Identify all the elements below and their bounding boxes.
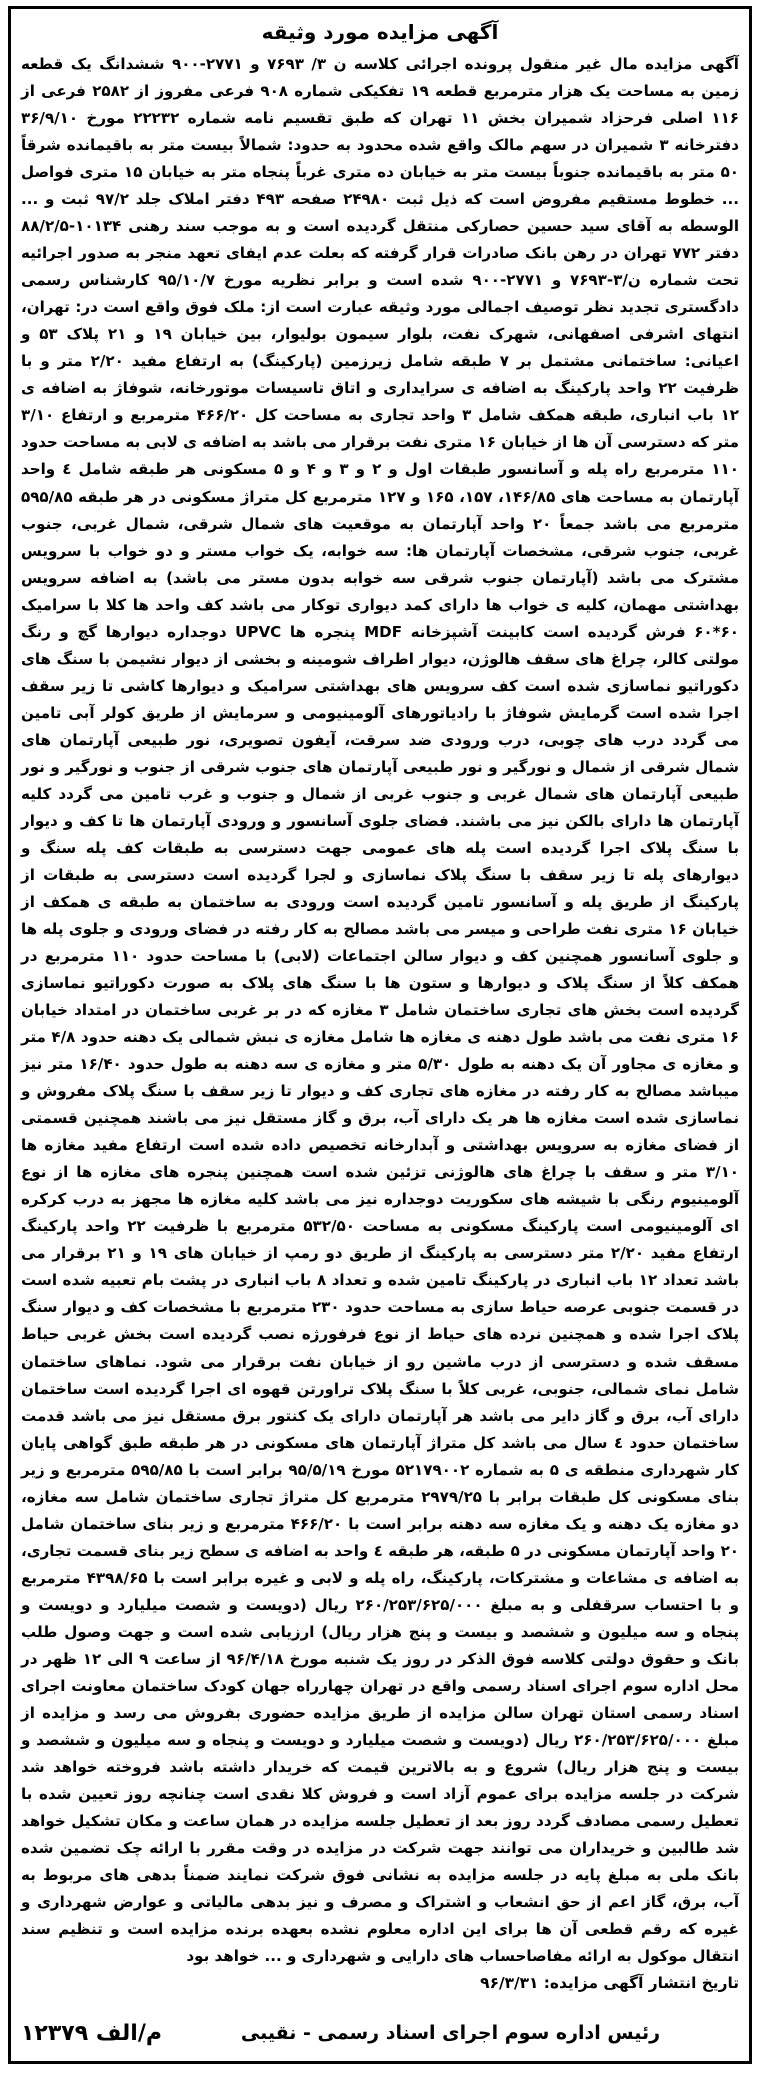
publication-date-value: ۹۶/۳/۳۱ [480,1974,539,1993]
publication-date-label: تاریخ انتشار آگهی مزایده: [543,1974,739,1993]
notice-title: آگهی مزایده مورد وثیقه [261,20,499,44]
notice-body: آگهی مزایده مال غیر منقول پرونده اجرائی کلاسه ن ۳/ ۷۶۹۳ و ۲۷۷۱-۹۰۰ ششدانگ یک قطعه زمین به مساحت یک هزار مترمربع قطعه ۱۹ تفکیکی شماره ۹۰۸ فرعی مفروز از ۲۵۸۲ فرعی از ۱۱۶ اصلی فرحزاد شمیران بخش ۱۱ تهران که طبق تقسیم نامه شماره ۲۲۲۳۲ مورخ ۳۶/۹/۱۰ دفترخانه ۳ شمیران در سهم مالک واقع شده محدود به حدود: شمالاً بیست متر به باقیمانده شرقاً ۵۰ متر به باقیمانده جنوباً بیست متر به خیابان ده متری غرباً پنجاه متر به خیابان ۱۵ متری فواصل ... خطوط مستقیم مفروض است که ذیل ثبت ۲۴۹۸۰ صفحه ۴۹۳ دفتر املاک جلد ۹۷/۲ ثبت و ... الوسطه به آقای سید حسین حصارکی منتقل گردیده است و به موجب سند رهنی ۱۰۱۳۴-۸۸/۲/۵ دفتر ۷۷۲ تهران در رهن بانک صادرات قرار گرفته که بعلت عدم ایفای تعهد منجر به صدور اجرائیه تحت شماره ن/۳-۷۶۹۳ و ۲۷۷۱-۹۰۰ شده است و برابر نظریه مورخ ۹۵/۱۰/۷ کارشناس رسمی دادگستری تجدید نظر توصیف اجمالی مورد وثیقه عبارت است از: ملک فوق واقع است در: تهران، انتهای اشرفی اصفهانی، شهرک نفت، بلوار سیمون بولیوار، بین خیابان ۱۹ و ۲۱ پلاک ۵۳ و اعیانی: ساختمانی مشتمل بر ۷ طبقه شامل زیرزمین (پارکینگ) به ارتفاع مفید ۲/۲۰ متر و با ظرفیت ۲۲ واحد پارکینگ به اضافه ی سرایداری و اتاق تاسیسات موتورخانه، شوفاژ به اضافه ی ۱۲ باب انباری، طبقه همکف شامل ۳ واحد تجاری به مساحت کل ۴۶۶/۲۰ مترمربع و ارتفاع ۳/۱۰ متر که دسترسی آن ها از خیابان ۱۶ متری نفت برقرار می باشد به اضافه ی لابی به مساحت حدود ۱۱۰ مترمربع راه پله و آسانسور طبقات اول و ۲ و ۳ و ۴ و ۵ مسکونی هر طبقه شامل ٤ واحد آپارتمان به مساحت های ۱۴۶/۸۵، ۱۵۷، ۱۶۵ و ۱۲۷ مترمربع کل متراژ مسکونی در هر طبقه ۵۹۵/۸۵ مترمربع می باشد جمعاً ۲۰ واحد آپارتمان به موقعیت های شمال شرقی، شمال غربی، جنوب غربی، جنوب شرقی، مشخصات آپارتمان ها: سه خوابه، یک خواب مستر و دو خواب با سرویس مشترک می باشد (آپارتمان جنوب شرقی سه خوابه بدون مستر می باشد) به اضافه سرویس بهداشتی مهمان، کلیه ی خواب ها دارای کمد دیواری توکار می باشد کف واحد ها کلا با سرامیک ۶۰*۶۰ فرش گردیده است کابینت آشپزخانه MDF پنجره ها UPVC دوجداره دیوارها گچ و رنگ مولتی کالر، چراغ های سقف هالوژن، دیوار اطراف شومینه و بخشی از دیوار نشیمن با سنگ های دکوراتیو نماسازی شده است کف سرویس های بهداشتی سرامیک و دیوارها کاشی تا زیر سقف اجرا شده است گرمایش شوفاژ با رادیاتورهای آلومینیومی و سرمایش از طریق کولر آبی تامین می گردد درب های چوبی، درب ورودی ضد سرقت، آیفون تصویری، نور طبیعی آپارتمان های شمال شرقی از شمال و نورگیر و نور طبیعی آپارتمان های جنوب شرقی از جنوب و نورگیر و نور طبیعی آپارتمان های شمال غربی و جنوب غربی از شمال و جنوب و غرب تامین می گردد کلیه آپارتمان ها دارای بالکن نیز می باشند. فضای جلوی آسانسور و ورودی آپارتمان ها تا کف و دیوار با سنگ پلاک اجرا گردیده است پله های عمومی جهت دسترسی به طبقات کف پله سنگ و دیوارهای پله تا زیر سقف با سنگ پلاک نماسازی و لجرا گردیده است دسترسی به طبقات از پارکینگ از طریق پله و آسانسور تامین گردیده است ورودی به ساختمان به طبقه ی همکف از خیابان ۱۶ متری نفت طراحی و میسر می باشد مصالح به کار رفته در فضای ورودی و جلوی پله ها و جلوی آسانسور همچنین کف و دیوار سالن اجتماعات (لابی) با مساحت حدود ۱۱۰ مترمربع در همکف کلاً از سنگ پلاک و دیوارها و ستون ها با سنگ های پلاک به صورت دکوراتیو نماسازی گردیده است بخش های تجاری ساختمان شامل ۳ مغازه که در بر غربی ساختمان در امتداد خیابان ۱۶ متری نفت می باشد طول دهنه ی مغازه ها شامل مغازه ی نبش شمالی یک دهنه حدود ۴/۸ متر و مغازه ی مجاور آن یک دهنه به طول ۵/۳۰ متر و مغازه ی سه دهنه به طول حدود ۱۶/۴۰ متر نیز میباشد مصالح به کار رفته در مغازه های تجاری کف و دیوار تا زیر سقف با سنگ پلاک مفروش و نماسازی شده است مغازه ها هر یک دارای آب، برق و گاز مستقل نیز می باشند همچنین قسمتی از فضای مغازه به سرویس بهداشتی و آبدارخانه تخصیص داده شده است ارتفاع مفید مغازه ها ۳/۱۰ متر و سقف با چراغ های هالوژنی تزئین شده است همچنین پنجره های مغازه ها از نوع آلومینیوم رنگی با شیشه های سکوریت دوجداره نیز می باشد کلیه مغازه ها مجهز به درب کرکره ای آلومینیومی است پارکینگ مسکونی به مساحت ۵۳۲/۵۰ مترمربع با ظرفیت ۲۲ واحد پارکینگ ارتفاع مفید ۲/۲۰ متر دسترسی به پارکینگ از طریق دو رمپ از خیابان های ۱۹ و ۲۱ برقرار می باشد تعداد ۱۲ باب انباری در پارکینگ تامین شده و تعداد ۸ باب انباری در پشت بام تعبیه شده است در قسمت جنوبی عرصه حیاط سازی به مساحت حدود ۲۳۰ مترمربع با مشخصات کف و دیوار سنگ پلاک اجرا شده و همچنین نرده های حیاط از نوع فرفورژه نصب گردیده است بخش غربی حیاط مسقف شده و دسترسی از درب ماشین رو از خیابان نفت برقرار می شود. نماهای ساختمان شامل نمای شمالی، جنوبی، غربی کلاً با سنگ پلاک تراورتن قهوه ای اجرا گردیده است ساختمان دارای آب، برق و گاز دایر می باشد هر آپارتمان دارای یک کنتور برق مستقل نیز می باشد قدمت ساختمان حدود ٤ سال می باشد کل متراژ آپارتمان های مسکونی در هر طبقه طبق گواهی پایان کار شهرداری منطقه ی ۵ به شماره ۵۲۱۷۹۰۰۲ مورخ ۹۵/۵/۱۹ برابر است با ۵۹۵/۸۵ مترمربع و زیر بنای مسکونی کل طبقات برابر با ۲۹۷۹/۲۵ مترمربع کل متراژ تجاری ساختمان شامل سه مغازه، دو مغازه یک دهنه و یک مغازه سه دهنه برابر است با ۴۶۶/۲۰ مترمربع و زیر بنای ساختمان شامل ۲۰ واحد آپارتمان مسکونی در ۵ طبقه، هر طبقه ٤ واحد به اضافه ی سطح زیر بنای قسمت تجاری، به اضافه ی مشاعات و مشترکات، پارکینگ، راه پله و لابی و غیره برابر است با ۴۳۹۸/۶۵ مترمربع و با احتساب سرقفلی و به مبلغ ۲۶۰/۲۵۳/۶۲۵/۰۰۰ ریال (دویست و شصت میلیارد و دویست و پنجاه و سه میلیون و ششصد و بیست و پنج هزار ریال) ارزیابی شده است و جهت وصول طلب بانک و حقوق دولتی کلاسه فوق الذکر در روز یک شنبه مورخ ۹۶/۴/۱۸ از ساعت ۹ الی ۱۲ ظهر در محل اداره سوم اجرای اسناد رسمی واقع در تهران چهارراه جهان کودک ساختمان معاونت اجرای اسناد رسمی استان تهران سالن مزایده از طریق مزایده حضوری بفروش می رسد و مزایده از مبلغ ۲۶۰/۲۵۳/۶۲۵/۰۰۰ ریال (دویست و شصت میلیارد و دویست و پنجاه و سه میلیون و ششصد و بیست و پنج هزار ریال) شروع و به بالاترین قیمت که خریدار داشته باشد فروخته خواهد شد شرکت در جلسه مزایده برای عموم آزاد است و فروش کلا نقدی است چنانچه روز تعیین شده با تعطیل رسمی مصادف گردد روز بعد از تعطیل جلسه مزایده در همان ساعت و مکان تشکیل خواهد شد طالبین و خریداران می توانند جهت شرکت در مزایده در وقت مقرر با ارائه چک تضمین شده بانک ملی به مبلغ پایه در جلسه مزایده به نشانی فوق شرکت نمایند ضمناً بدهی های مربوط به آب، برق، گاز اعم از حق انشعاب و اشتراک و مصرف و نیز بدهی مالیاتی و عوارض شهرداری و غیره که رقم قطعی آن ها برای این اداره معلوم نشده بعهده برنده مزایده است و تنظیم سند انتقال موکول به ارائه مفاصاحساب های دارایی و شهرداری و ... خواهد بود [21,55,740,1966]
publication-date-line [21,1970,739,1996]
reference-code: ۱۲۳۷۹ م/الف [21,2020,162,2046]
auction-notice [8,6,752,2064]
signature-line: رئیس اداره سوم اجرای اسناد رسمی - نقیبی [240,2022,661,2044]
notice-footer [21,2011,739,2055]
